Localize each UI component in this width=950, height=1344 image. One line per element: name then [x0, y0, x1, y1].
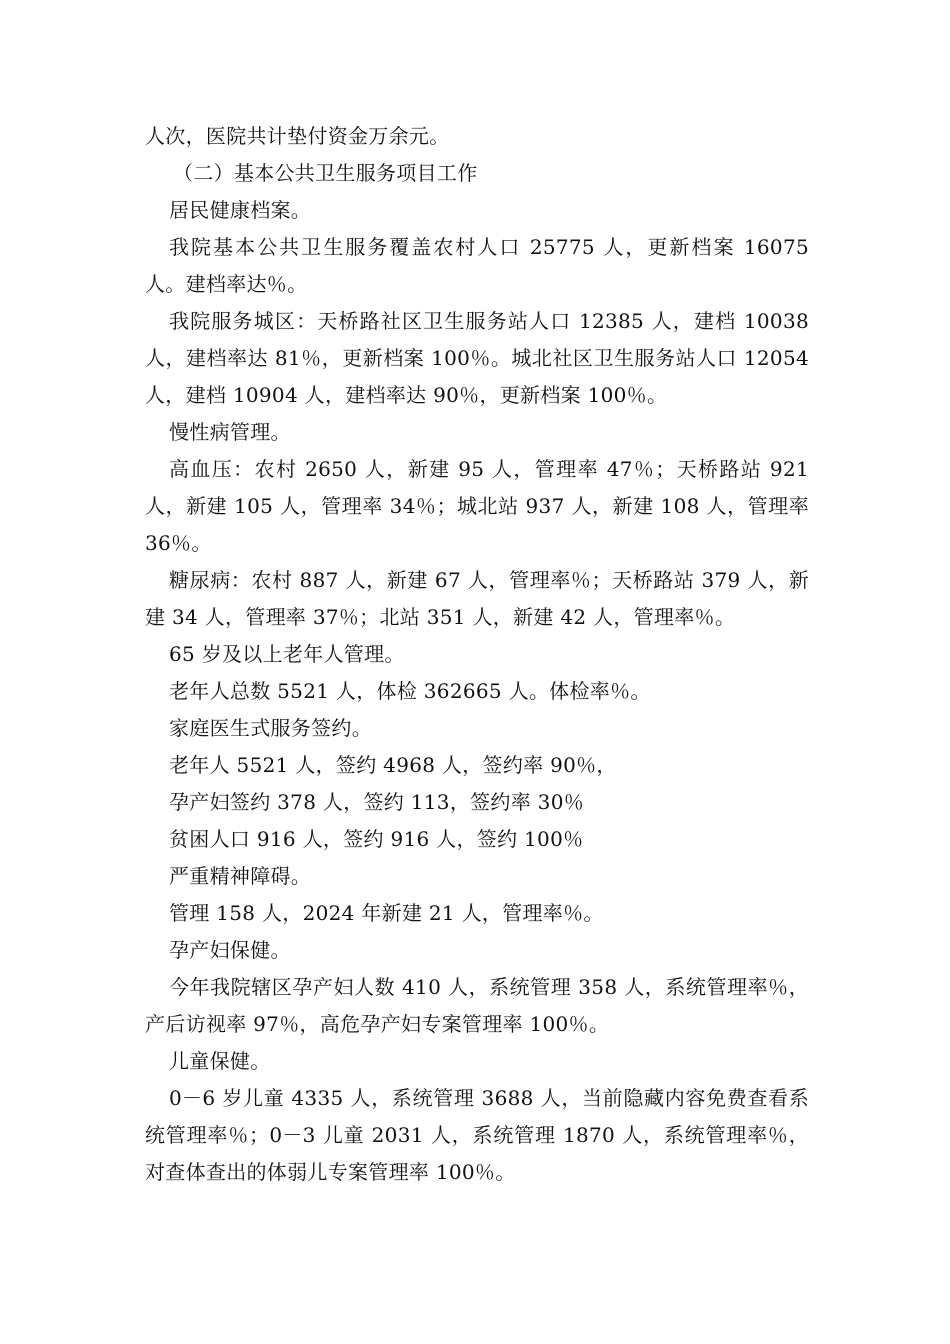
subheading-mental-health: 严重精神障碍。 [169, 864, 312, 888]
paragraph-child-care: 0－6 岁儿童 4335 人，系统管理 3688 人，当前隐藏内容免费查看系统管理率％；0－3 儿童 2031 人，系统管理 1870 人，系统管理率％，对查体查出的体弱儿专案管理率 100％。 [145, 1086, 809, 1184]
document-body [145, 118, 809, 1191]
paragraph-urban-records: 我院服务城区：天桥路社区卫生服务站人口 12385 人，建档 10038 人，建档率达 81％，更新档案 100％。城北社区卫生服务站人口 12054 人，建档 10904 人，建档率达 90％，更新档案 100％。 [145, 309, 809, 407]
paragraph-advance-payment: 人次，医院共计垫付资金万余元。 [145, 124, 450, 148]
subheading-maternal-care: 孕产妇保健。 [169, 938, 291, 962]
subheading-child-care: 儿童保健。 [169, 1049, 271, 1073]
subheading-family-doctor: 家庭医生式服务签约。 [169, 716, 372, 740]
paragraph-diabetes: 糖尿病：农村 887 人，新建 67 人，管理率％；天桥路站 379 人，新建 34 人，管理率 37％；北站 351 人，新建 42 人，管理率％。 [145, 568, 809, 629]
paragraph-poverty-signing: 贫困人口 916 人，签约 916 人，签约 100％ [169, 827, 584, 851]
subheading-health-records: 居民健康档案。 [169, 198, 312, 222]
paragraph-elderly-checkup: 老年人总数 5521 人，体检 362665 人。体检率％。 [169, 679, 651, 703]
paragraph-elderly-signing: 老年人 5521 人，签约 4968 人，签约率 90％， [169, 753, 617, 777]
section-heading-public-health: （二）基本公共卫生服务项目工作 [173, 161, 478, 185]
paragraph-hypertension: 高血压：农村 2650 人，新建 95 人，管理率 47％；天桥路站 921 人，新建 105 人，管理率 34％；城北站 937 人，新建 108 人，管理率 36％。 [145, 457, 809, 555]
paragraph-maternal-care: 今年我院辖区孕产妇人数 410 人，系统管理 358 人，系统管理率％，产后访视率 97％，高危孕产妇专案管理率 100％。 [145, 975, 809, 1036]
paragraph-rural-records: 我院基本公共卫生服务覆盖农村人口 25775 人，更新档案 16075 人。建档率达％。 [145, 235, 809, 296]
paragraph-maternal-signing: 孕产妇签约 378 人，签约 113，签约率 30％ [169, 790, 585, 814]
subheading-chronic-disease: 慢性病管理。 [169, 420, 291, 444]
subheading-elderly: 65 岁及以上老年人管理。 [169, 642, 405, 666]
paragraph-mental-health: 管理 158 人，2024 年新建 21 人，管理率％。 [169, 901, 604, 925]
